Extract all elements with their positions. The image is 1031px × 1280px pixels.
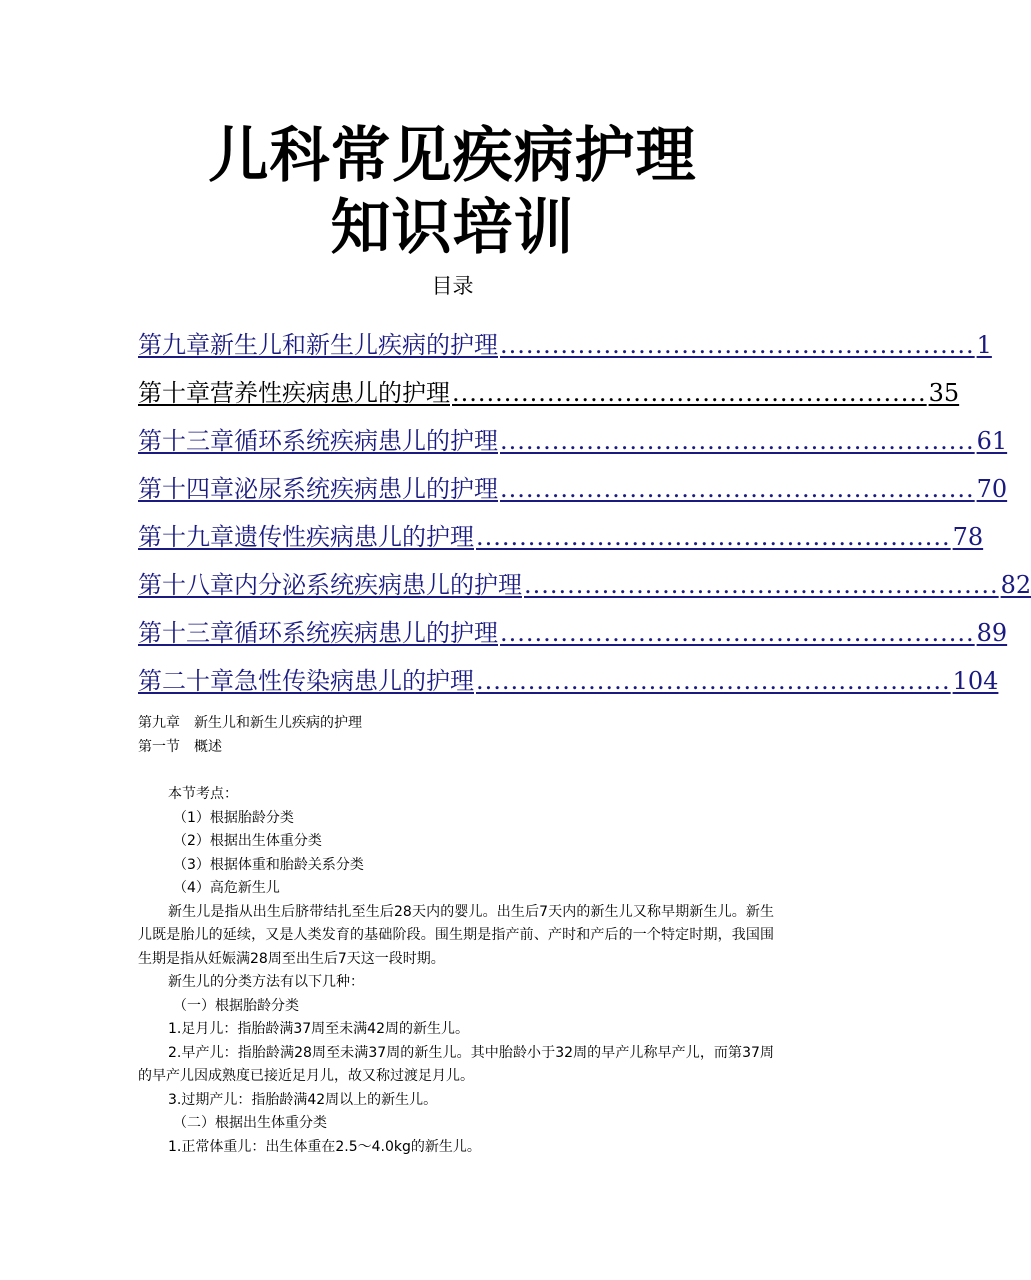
toc-entry-chapter-13[interactable] bbox=[138, 408, 1008, 456]
toc-dot-leader: ....................................................... bbox=[452, 379, 927, 407]
chapter-heading: 第九章 新生儿和新生儿疾病的护理 bbox=[138, 715, 362, 731]
list-item: 2.早产儿：指胎龄满28周至未满37周的新生儿。其中胎龄小于32周的早产儿称早产儿，而第37周的早产儿因成熟度已接近足月儿，故又称过渡足月儿。 bbox=[138, 1044, 774, 1084]
toc-chapter: 第十三章 bbox=[138, 619, 234, 647]
key-points-label: 本节考点： bbox=[168, 786, 238, 802]
toc-entry-chapter-19[interactable] bbox=[138, 504, 984, 552]
toc-entry-chapter-20[interactable] bbox=[138, 648, 999, 696]
toc-title: 泌尿系统疾病患儿的护理 bbox=[234, 475, 498, 503]
section-heading: 第一节 概述 bbox=[138, 738, 222, 755]
toc-dot-leader: ....................................................... bbox=[524, 571, 999, 599]
toc-dot-leader: ....................................................... bbox=[476, 667, 951, 695]
toc-dot-leader: ....................................................... bbox=[500, 331, 975, 359]
toc-chapter: 第十九章 bbox=[138, 523, 234, 551]
paragraph-newborn-definition: 新生儿是指从出生后脐带结扎至生后28天内的婴儿。出生后7天内的新生儿又称早期新生儿。新生儿既是胎儿的延续，又是人类发育的基础阶段。围生期是指产前、产时和产后的一个特定时期，我国围生期是指从妊娠满28周至出生后7天这一段时期。 bbox=[138, 903, 774, 967]
toc-title: 营养性疾病患儿的护理 bbox=[210, 379, 450, 407]
toc-dot-leader: ....................................................... bbox=[500, 475, 975, 503]
toc-entry-chapter-10[interactable] bbox=[138, 360, 960, 408]
toc-title: 内分泌系统疾病患儿的护理 bbox=[234, 571, 522, 599]
key-point-item: （1）根据胎龄分类 bbox=[173, 809, 294, 826]
toc-chapter: 第九章 bbox=[138, 331, 210, 359]
toc-chapter: 第十八章 bbox=[138, 571, 234, 599]
toc-entry-chapter-18[interactable] bbox=[138, 552, 1031, 600]
toc-page-number: 70 bbox=[976, 475, 1008, 503]
toc-chapter: 第十章 bbox=[138, 379, 210, 407]
toc-title: 遗传性疾病患儿的护理 bbox=[234, 523, 474, 551]
toc-chapter: 第二十章 bbox=[138, 667, 234, 695]
key-point-item: （4）高危新生儿 bbox=[173, 880, 280, 896]
toc-title: 循环系统疾病患儿的护理 bbox=[234, 619, 498, 647]
document-body bbox=[138, 712, 774, 1159]
toc-page-number: 35 bbox=[928, 379, 960, 407]
key-point-item: （3）根据体重和胎龄关系分类 bbox=[173, 856, 364, 873]
subheading-birth-weight: （二）根据出生体重分类 bbox=[173, 1115, 327, 1131]
document-title-line2: 知识培训 bbox=[330, 193, 575, 263]
toc-dot-leader: ....................................................... bbox=[476, 523, 951, 551]
toc-title: 循环系统疾病患儿的护理 bbox=[234, 427, 498, 455]
toc-entry-chapter-9[interactable] bbox=[138, 312, 992, 360]
subheading-gestational-age: （一）根据胎龄分类 bbox=[173, 997, 299, 1014]
paragraph-classification-intro: 新生儿的分类方法有以下几种： bbox=[168, 974, 364, 990]
list-item: 1.正常体重儿：出生体重在2.5～4.0kg的新生儿。 bbox=[168, 1138, 481, 1155]
toc-heading: 目录 bbox=[431, 274, 474, 298]
table-of-contents bbox=[138, 312, 1031, 696]
key-point-item: （2）根据出生体重分类 bbox=[173, 833, 322, 849]
toc-entry-chapter-13-b[interactable] bbox=[138, 600, 1008, 648]
toc-page-number: 104 bbox=[952, 667, 999, 695]
list-item: 3.过期产儿：指胎龄满42周以上的新生儿。 bbox=[168, 1091, 438, 1108]
toc-page-number: 78 bbox=[952, 523, 984, 551]
toc-title: 急性传染病患儿的护理 bbox=[234, 667, 474, 695]
toc-page-number: 61 bbox=[976, 427, 1008, 455]
toc-dot-leader: ....................................................... bbox=[500, 427, 975, 455]
toc-chapter: 第十三章 bbox=[138, 427, 234, 455]
list-item: 1.足月儿：指胎龄满37周至未满42周的新生儿。 bbox=[168, 1021, 469, 1037]
toc-page-number: 82 bbox=[1000, 571, 1031, 599]
toc-entry-chapter-14[interactable] bbox=[138, 456, 1008, 504]
toc-page-number: 89 bbox=[976, 619, 1008, 647]
document-title-line1: 儿科常见疾病护理 bbox=[208, 121, 697, 191]
toc-page-number: 1 bbox=[976, 331, 992, 359]
toc-title: 新生儿和新生儿疾病的护理 bbox=[210, 331, 498, 359]
toc-chapter: 第十四章 bbox=[138, 475, 234, 503]
toc-dot-leader: ....................................................... bbox=[500, 619, 975, 647]
